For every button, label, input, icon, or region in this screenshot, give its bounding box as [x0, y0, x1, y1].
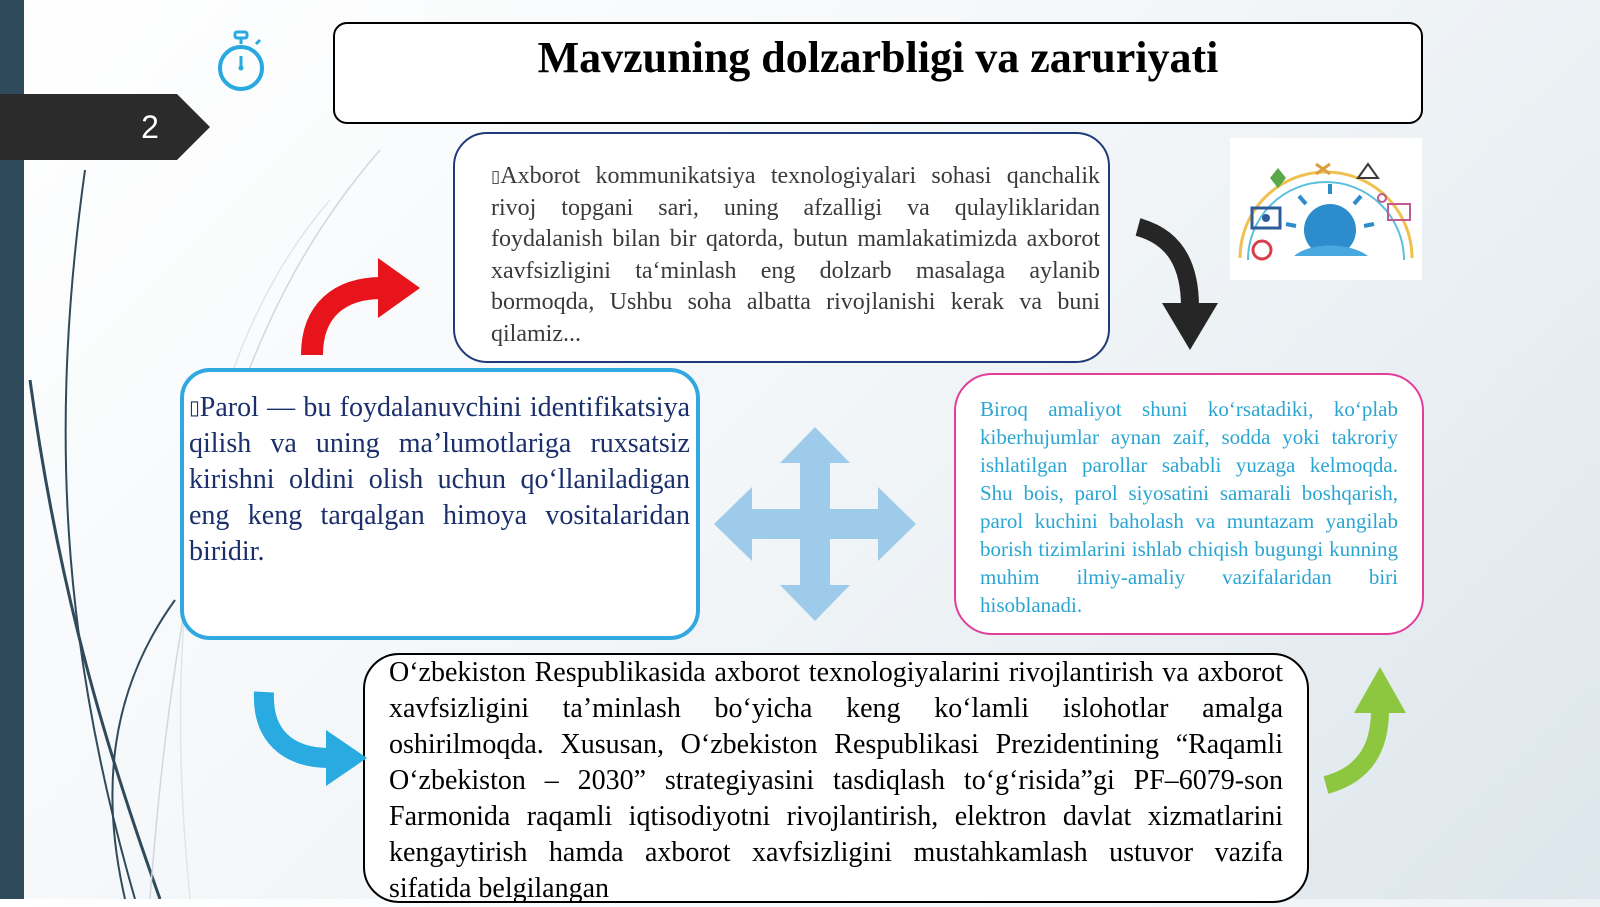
red-curved-arrow-icon [300, 250, 430, 360]
slide-number-tab [0, 94, 210, 160]
cyan-curved-arrow-icon [252, 690, 372, 790]
title-box [333, 22, 1423, 124]
stopwatch-icon [216, 30, 266, 94]
info-box-right [954, 373, 1424, 635]
slide-number: 2 [141, 109, 159, 145]
slide-title: Mavzuning dolzarbligi va zaruriyati [537, 33, 1219, 82]
info-box-left-text: Parol — bu foydalanuvchini identifikatsiya qilish va uning ma’lumotlariga ruxsatsiz kirishni oldini olish uchun qo‘llaniladigan eng keng tarqalgan himoya vositalaridan biridir. [189, 392, 690, 567]
info-box-top [453, 132, 1110, 363]
info-box-bottom [363, 653, 1309, 903]
info-box-left [180, 368, 700, 640]
bullet-glyph: ▯ [491, 166, 501, 186]
info-box-right-text: Biroq amaliyot shuni ko‘rsatadiki, ko‘plab kiberhujumlar aynan zaif, sodda yoki takroriy ishlatilgan parollar sababli yuzaga kelmoqda. Shu bois, parol siyosatini samarali boshqarish, parol kuchini baholash va muntazam yangilab borish tizimlarini ishlab chiqish bugungi kunning muhim ilmiy-amaliy vazifalaridan biri hisoblanadi. [980, 397, 1398, 617]
info-box-bottom-text: O‘zbekiston Respublikasida axborot texnologiyalarini rivojlantirish va axborot xavfsizligini ta’minlash bo‘yicha keng ko‘lamli islohotlar amalga oshirilmoqda. Xususan, O‘zbekiston Respublikasi Prezidentining “Raqamli O‘zbekiston – 2030” strategiyasini tasdiqlash to‘g‘risida”gi PF–6079-son Farmonida raqamli iqtisodiyotni rivojlantirish, elektron davlat xizmatlarini kengaytirish hamda axborot xavfsizligini mustahkamlash ustuvor vazifa sifatida belgilangan [389, 657, 1283, 904]
education-illustration [1230, 138, 1422, 280]
bullet-glyph: ▯ [189, 396, 200, 419]
four-way-arrow-icon [712, 425, 918, 623]
green-curved-arrow-icon [1318, 665, 1418, 800]
info-box-top-text: Axborot kommunikatsiya texnologiyalari sohasi qanchalik rivoj topgani sari, uning afzalligi va qulayliklaridan foydalanish bilan bir qatorda, butun mamlakatimizda axborot xavfsizligini ta‘minlash eng dolzarb masalaga aylanib bormoqda, Ushbu soha albatta rivojlanishi kerak va buni qilamiz... [491, 163, 1100, 347]
dark-curved-arrow-icon [1130, 215, 1230, 355]
